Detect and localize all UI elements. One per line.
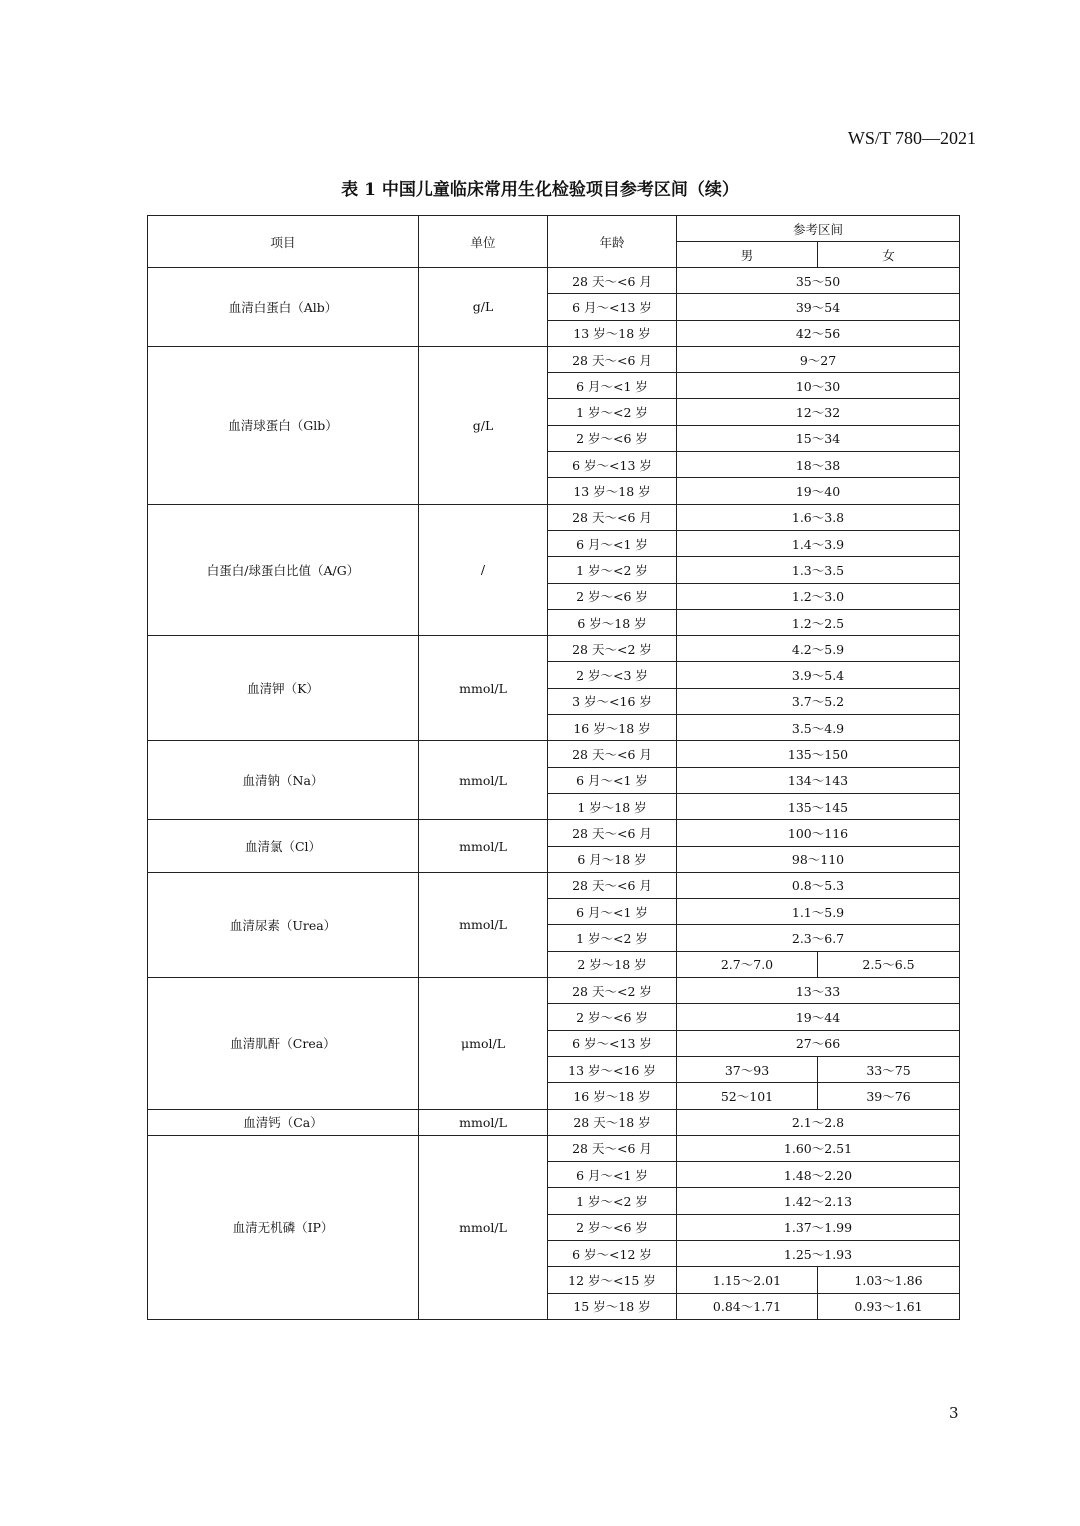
age-range-cell: 28 天～<6 月 bbox=[548, 268, 677, 294]
item-name-cell: 血清无机磷（IP） bbox=[148, 1135, 419, 1319]
age-range-cell: 28 天～<6 月 bbox=[548, 741, 677, 767]
male-value-cell: 2.7～7.0 bbox=[677, 951, 818, 977]
reference-value-cell: 13～33 bbox=[677, 978, 960, 1004]
header-age: 年龄 bbox=[548, 216, 677, 268]
header-unit: 单位 bbox=[419, 216, 548, 268]
female-value-cell: 0.93～1.61 bbox=[818, 1293, 960, 1319]
age-range-cell: 6 岁～<12 岁 bbox=[548, 1240, 677, 1266]
age-range-cell: 2 岁～18 岁 bbox=[548, 951, 677, 977]
reference-value-cell: 35～50 bbox=[677, 268, 960, 294]
header-item: 项目 bbox=[148, 216, 419, 268]
table-body bbox=[148, 268, 960, 1320]
age-range-cell: 2 岁～<6 岁 bbox=[548, 583, 677, 609]
age-range-cell: 12 岁～<15 岁 bbox=[548, 1267, 677, 1293]
unit-cell: g/L bbox=[419, 268, 548, 347]
age-range-cell: 28 天～<6 月 bbox=[548, 872, 677, 898]
table-row bbox=[148, 636, 960, 662]
reference-value-cell: 135～145 bbox=[677, 793, 960, 819]
age-range-cell: 2 岁～<6 岁 bbox=[548, 1004, 677, 1030]
age-range-cell: 6 月～<13 岁 bbox=[548, 294, 677, 320]
reference-value-cell: 1.2～2.5 bbox=[677, 609, 960, 635]
unit-cell: g/L bbox=[419, 346, 548, 504]
age-range-cell: 16 岁～18 岁 bbox=[548, 715, 677, 741]
reference-value-cell: 135～150 bbox=[677, 741, 960, 767]
age-range-cell: 16 岁～18 岁 bbox=[548, 1083, 677, 1109]
age-range-cell: 6 月～<1 岁 bbox=[548, 899, 677, 925]
age-range-cell: 1 岁～<2 岁 bbox=[548, 1188, 677, 1214]
age-range-cell: 1 岁～<2 岁 bbox=[548, 557, 677, 583]
age-range-cell: 2 岁～<3 岁 bbox=[548, 662, 677, 688]
female-value-cell: 33～75 bbox=[818, 1056, 960, 1082]
reference-value-cell: 1.4～3.9 bbox=[677, 530, 960, 556]
unit-cell: mmol/L bbox=[419, 1135, 548, 1319]
female-value-cell: 39～76 bbox=[818, 1083, 960, 1109]
reference-value-cell: 1.60～2.51 bbox=[677, 1135, 960, 1161]
age-range-cell: 28 天～<2 岁 bbox=[548, 636, 677, 662]
age-range-cell: 6 月～<1 岁 bbox=[548, 767, 677, 793]
item-name-cell: 白蛋白/球蛋白比值（A/G） bbox=[148, 504, 419, 635]
table-row bbox=[148, 1109, 960, 1135]
reference-value-cell: 3.5～4.9 bbox=[677, 715, 960, 741]
item-name-cell: 血清尿素（Urea） bbox=[148, 872, 419, 977]
reference-value-cell: 2.3～6.7 bbox=[677, 925, 960, 951]
unit-cell: mmol/L bbox=[419, 1109, 548, 1135]
age-range-cell: 2 岁～<6 岁 bbox=[548, 425, 677, 451]
male-value-cell: 52～101 bbox=[677, 1083, 818, 1109]
female-value-cell: 2.5～6.5 bbox=[818, 951, 960, 977]
table-row bbox=[148, 346, 960, 372]
unit-cell: mmol/L bbox=[419, 820, 548, 873]
reference-value-cell: 1.3～3.5 bbox=[677, 557, 960, 583]
age-range-cell: 6 月～<1 岁 bbox=[548, 530, 677, 556]
male-value-cell: 0.84～1.71 bbox=[677, 1293, 818, 1319]
item-name-cell: 血清钾（K） bbox=[148, 636, 419, 741]
item-name-cell: 血清球蛋白（Glb） bbox=[148, 346, 419, 504]
male-value-cell: 37～93 bbox=[677, 1056, 818, 1082]
age-range-cell: 28 天～<2 岁 bbox=[548, 978, 677, 1004]
age-range-cell: 15 岁～18 岁 bbox=[548, 1293, 677, 1319]
age-range-cell: 2 岁～<6 岁 bbox=[548, 1214, 677, 1240]
reference-value-cell: 12～32 bbox=[677, 399, 960, 425]
table-title: 表 1 中国儿童临床常用生化检验项目参考区间（续） bbox=[341, 180, 739, 200]
unit-cell: mmol/L bbox=[419, 741, 548, 820]
age-range-cell: 28 天～18 岁 bbox=[548, 1109, 677, 1135]
reference-value-cell: 9～27 bbox=[677, 346, 960, 372]
age-range-cell: 28 天～<6 月 bbox=[548, 346, 677, 372]
item-name-cell: 血清白蛋白（Alb） bbox=[148, 268, 419, 347]
reference-value-cell: 1.48～2.20 bbox=[677, 1162, 960, 1188]
reference-value-cell: 1.1～5.9 bbox=[677, 899, 960, 925]
header-male: 男 bbox=[677, 242, 818, 268]
table-row bbox=[148, 1135, 960, 1161]
male-value-cell: 1.15～2.01 bbox=[677, 1267, 818, 1293]
table-row bbox=[148, 268, 960, 294]
table-row bbox=[148, 978, 960, 1004]
age-range-cell: 6 岁～<13 岁 bbox=[548, 1030, 677, 1056]
age-range-cell: 13 岁～18 岁 bbox=[548, 320, 677, 346]
header-female: 女 bbox=[818, 242, 960, 268]
item-name-cell: 血清氯（Cl） bbox=[148, 820, 419, 873]
reference-value-cell: 100～116 bbox=[677, 820, 960, 846]
item-name-cell: 血清钠（Na） bbox=[148, 741, 419, 820]
age-range-cell: 6 月～<1 岁 bbox=[548, 1162, 677, 1188]
reference-interval-table bbox=[147, 215, 960, 1320]
reference-value-cell: 1.6～3.8 bbox=[677, 504, 960, 530]
reference-value-cell: 3.9～5.4 bbox=[677, 662, 960, 688]
table-row bbox=[148, 820, 960, 846]
age-range-cell: 1 岁～18 岁 bbox=[548, 793, 677, 819]
age-range-cell: 13 岁～18 岁 bbox=[548, 478, 677, 504]
reference-value-cell: 18～38 bbox=[677, 452, 960, 478]
item-name-cell: 血清肌酐（Crea） bbox=[148, 978, 419, 1109]
age-range-cell: 6 岁～<13 岁 bbox=[548, 452, 677, 478]
reference-value-cell: 1.25～1.93 bbox=[677, 1240, 960, 1266]
age-range-cell: 6 岁～18 岁 bbox=[548, 609, 677, 635]
unit-cell: mmol/L bbox=[419, 636, 548, 741]
reference-value-cell: 10～30 bbox=[677, 373, 960, 399]
age-range-cell: 3 岁～<16 岁 bbox=[548, 688, 677, 714]
age-range-cell: 1 岁～<2 岁 bbox=[548, 399, 677, 425]
reference-value-cell: 42～56 bbox=[677, 320, 960, 346]
reference-value-cell: 39～54 bbox=[677, 294, 960, 320]
reference-value-cell: 15～34 bbox=[677, 425, 960, 451]
age-range-cell: 28 天～<6 月 bbox=[548, 504, 677, 530]
table-row bbox=[148, 872, 960, 898]
unit-cell: μmol/L bbox=[419, 978, 548, 1109]
age-range-cell: 28 天～<6 月 bbox=[548, 820, 677, 846]
reference-value-cell: 98～110 bbox=[677, 846, 960, 872]
unit-cell: mmol/L bbox=[419, 872, 548, 977]
age-range-cell: 6 月～18 岁 bbox=[548, 846, 677, 872]
age-range-cell: 6 月～<1 岁 bbox=[548, 373, 677, 399]
item-name-cell: 血清钙（Ca） bbox=[148, 1109, 419, 1135]
header-reference-interval: 参考区间 bbox=[677, 216, 960, 242]
reference-value-cell: 4.2～5.9 bbox=[677, 636, 960, 662]
standard-code: WS/T 780—2021 bbox=[847, 128, 976, 148]
unit-cell: / bbox=[419, 504, 548, 635]
reference-value-cell: 1.37～1.99 bbox=[677, 1214, 960, 1240]
reference-value-cell: 1.2～3.0 bbox=[677, 583, 960, 609]
age-range-cell: 28 天～<6 月 bbox=[548, 1135, 677, 1161]
reference-value-cell: 27～66 bbox=[677, 1030, 960, 1056]
reference-value-cell: 1.42～2.13 bbox=[677, 1188, 960, 1214]
reference-value-cell: 2.1～2.8 bbox=[677, 1109, 960, 1135]
female-value-cell: 1.03～1.86 bbox=[818, 1267, 960, 1293]
reference-value-cell: 0.8～5.3 bbox=[677, 872, 960, 898]
age-range-cell: 13 岁～<16 岁 bbox=[548, 1056, 677, 1082]
page-number: 3 bbox=[949, 1404, 959, 1422]
reference-value-cell: 3.7～5.2 bbox=[677, 688, 960, 714]
reference-value-cell: 19～40 bbox=[677, 478, 960, 504]
reference-value-cell: 19～44 bbox=[677, 1004, 960, 1030]
table-row bbox=[148, 741, 960, 767]
reference-value-cell: 134～143 bbox=[677, 767, 960, 793]
age-range-cell: 1 岁～<2 岁 bbox=[548, 925, 677, 951]
table-row bbox=[148, 504, 960, 530]
